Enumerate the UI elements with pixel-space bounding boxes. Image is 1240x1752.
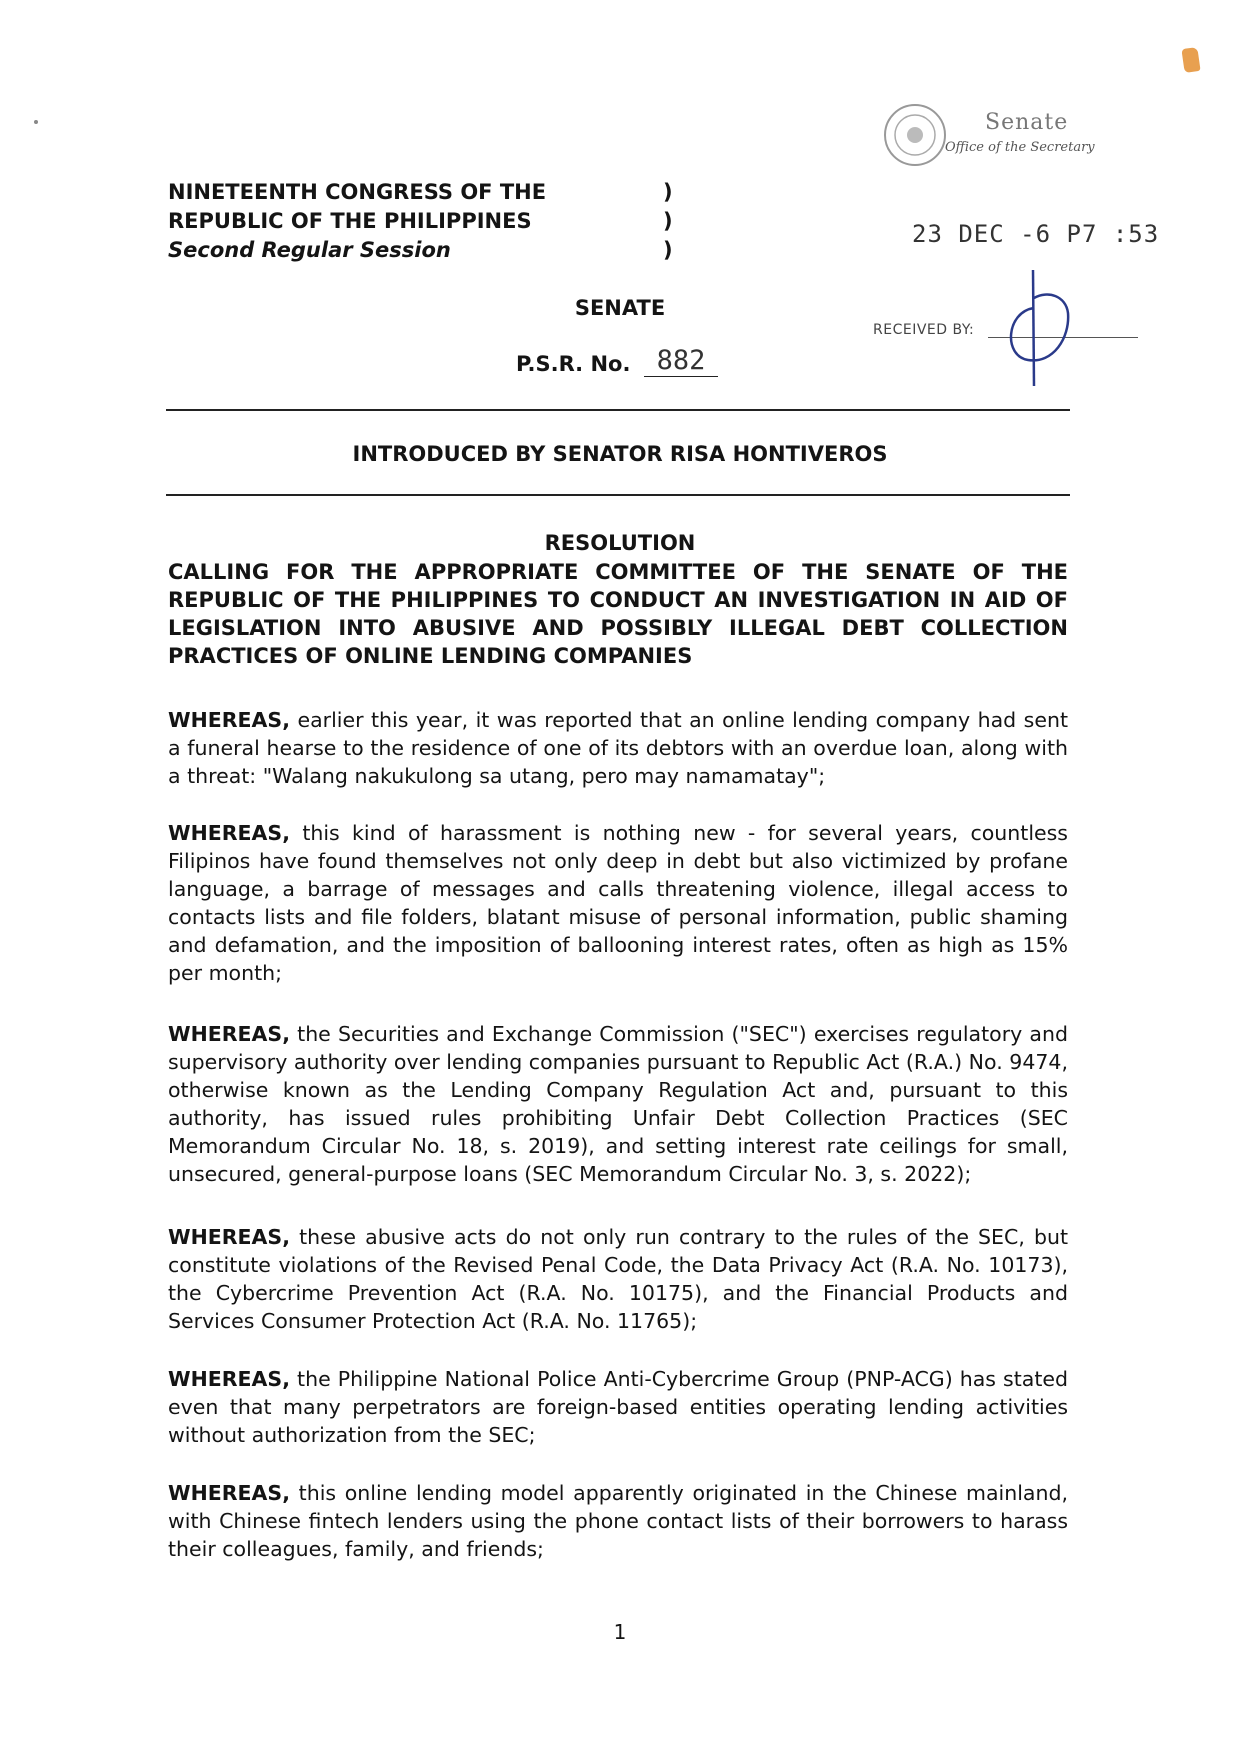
session-line: Second Regular Session xyxy=(168,238,451,262)
resolution-heading: RESOLUTION xyxy=(544,531,696,555)
whereas-clause xyxy=(168,1223,1068,1335)
stamp-seal-title: Senate xyxy=(985,110,1069,135)
clause-text: this kind of harassment is nothing new - for several years, countless Filipinos have found themselves not only deep in debt but also victimized by profane language, a barrage of messages and calls threatening violence, illegal access to contacts lists and file folders, blatant misuse of personal information, public shaming and defamation, and the imposition of ballooning interest rates, often as high as 15% per month; xyxy=(168,821,1068,985)
divider-top xyxy=(166,409,1070,411)
received-date-stamp: 23 DEC -6 P7 :53 xyxy=(912,220,1160,248)
clause-lead: WHEREAS, xyxy=(168,821,290,845)
whereas-clause xyxy=(168,1020,1068,1188)
chamber-heading: SENATE xyxy=(574,296,666,320)
clause-text: earlier this year, it was reported that an online lending company had sent a funeral hearse to the residence of one of its debtors with an overdue loan, along with a threat: "Walang nakukulong sa utang, pero may namamatay"; xyxy=(168,708,1068,788)
clause-lead: WHEREAS, xyxy=(168,708,290,732)
congress-line-2: REPUBLIC OF THE PHILIPPINES xyxy=(168,209,532,233)
whereas-clause xyxy=(168,706,1068,790)
stamp-office-text: Office of the Secretary xyxy=(945,140,1095,155)
whereas-clause xyxy=(168,819,1068,987)
psr-label: P.S.R. No. xyxy=(516,352,631,376)
clause-lead: WHEREAS, xyxy=(168,1367,290,1391)
scan-artifact-mark xyxy=(1181,47,1200,73)
clause-text: the Securities and Exchange Commission ("SEC") exercises regulatory and supervisory authority over lending companies pursuant to Republic Act (R.A.) No. 9474, otherwise known as the Lending Company Regulation Act and, pursuant to this authority, has issued rules prohibiting Unfair Debt Collection Practices (SEC Memorandum Circular No. 18, s. 2019), and setting interest rate ceilings for small, unsecured, general-purpose loans (SEC Memorandum Circular No. 3, s. 2022); xyxy=(168,1022,1068,1186)
introduced-by: INTRODUCED BY SENATOR RISA HONTIVEROS xyxy=(352,442,888,466)
whereas-clause xyxy=(168,1365,1068,1449)
clause-text: these abusive acts do not only run contrary to the rules of the SEC, but constitute violations of the Revised Penal Code, the Data Privacy Act (R.A. No. 10173), the Cybercrime Prevention Act (R.A. No. 10175), and the Financial Products and Services Consumer Protection Act (R.A. No. 11765); xyxy=(168,1225,1068,1333)
received-by-label: RECEIVED BY: xyxy=(873,322,975,338)
paren-2: ) xyxy=(663,209,673,233)
clause-lead: WHEREAS, xyxy=(168,1022,290,1046)
divider-bottom xyxy=(166,494,1070,496)
scan-speck xyxy=(34,120,38,124)
page-number: 1 xyxy=(613,1620,627,1644)
clause-text: this online lending model apparently originated in the Chinese mainland, with Chinese fintech lenders using the phone contact lists of their borrowers to harass their colleagues, family, and friends; xyxy=(168,1481,1068,1561)
senate-seal-icon xyxy=(880,100,950,170)
clause-lead: WHEREAS, xyxy=(168,1481,290,1505)
congress-header xyxy=(168,178,546,265)
whereas-clause xyxy=(168,1479,1068,1563)
header-parentheses xyxy=(663,178,673,265)
clause-text: the Philippine National Police Anti-Cybercrime Group (PNP-ACG) has stated even that many perpetrators are foreign-based entities operating lending activities without authorization from the SEC; xyxy=(168,1367,1068,1447)
congress-line-1: NINETEENTH CONGRESS OF THE xyxy=(168,180,547,204)
psr-number: 882 xyxy=(644,346,718,377)
paren-1: ) xyxy=(663,180,673,204)
paren-3: ) xyxy=(663,238,673,262)
resolution-title: CALLING FOR THE APPROPRIATE COMMITTEE OF THE SENATE OF THE REPUBLIC OF THE PHILIPPINES TO CONDUCT AN INVESTIGATION IN AID OF LEGISLATION INTO ABUSIVE AND POSSIBLY ILLEGAL DEBT COLLECTION PRACTICES OF ONLINE LENDING COMPANIES xyxy=(168,560,1068,668)
signature-mark xyxy=(998,268,1088,386)
clause-lead: WHEREAS, xyxy=(168,1225,290,1249)
